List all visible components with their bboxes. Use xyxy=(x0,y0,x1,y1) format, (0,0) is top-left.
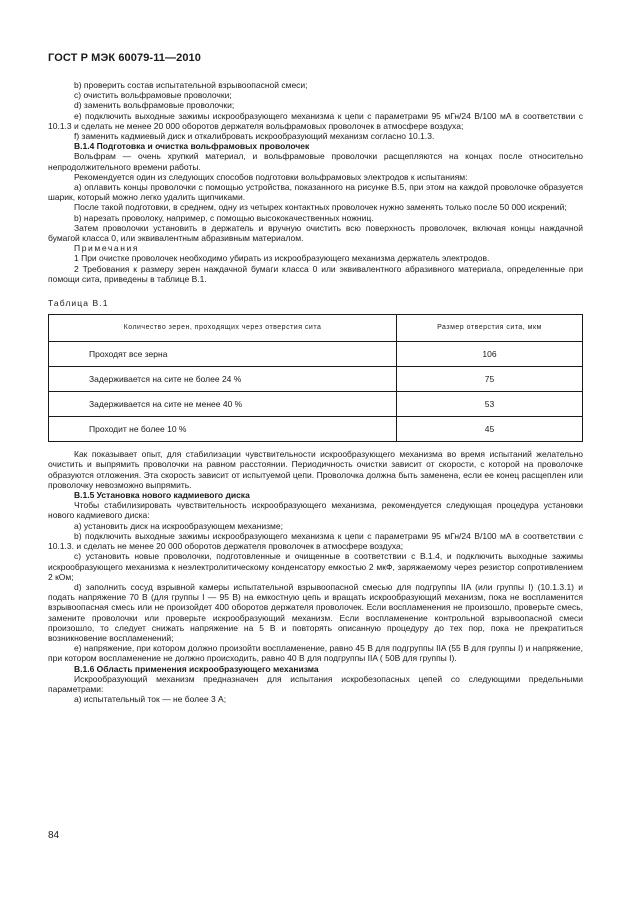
paragraph: Вольфрам — очень хрупкий материал, и вольфрамовые проволочки расщепляются на концах после относительно непродолжительного времени работы. xyxy=(48,151,583,172)
paragraph: Как показывает опыт, для стабилизации чувствительности искрообразующего механизма во время испытаний желательно очистить и выпрямить проволочки на равном расстоянии. Периодичность очистки зависит от скорости, с которой на проволочке образуются отложения. Эта скорость зависит от испытуемой цепи. Проволочка должна быть заменена, если ее конец расщеплен или проволочку невозможно выпрямить. xyxy=(48,449,583,490)
table-cell: 53 xyxy=(397,392,583,417)
page-number: 84 xyxy=(48,830,60,841)
table-cell: Задерживается на сите не более 24 % xyxy=(49,367,397,392)
paragraph: Рекомендуется один из следующих способов подготовки вольфрамовых электродов к испытаниям: xyxy=(74,171,468,182)
note: 2 Требования к размеру зерен наждачной бумаги класса 0 или эквивалентного абразивного материала, определенные при помощи сита, приведены в таблице B.1. xyxy=(48,263,583,284)
table-cell: Проходят все зерна xyxy=(49,342,397,367)
document-body xyxy=(48,80,583,704)
paragraph: После такой подготовки, в среднем, одну из четырех контактных проволочек нужно заменять только после 50 000 искрений; xyxy=(74,202,567,213)
paragraph: a) установить диск на искрообразующем механизме; xyxy=(74,520,283,531)
paragraph: b) подключить выходные зажимы искрообразующего механизма к цепи с параметрами 95 мГн/24 В/100 мА в соответствии с 10.1.3. и сделать не менее 20 000 оборотов держателя проволочек в атмосфере воздуха; xyxy=(48,530,583,552)
list-item: c) очистить вольфрамовые проволочки; xyxy=(74,90,232,101)
paragraph: a) оплавить концы проволочки с помощью устройства, показанного на рисунке B.5, при этом на каждой проволочке образуется шарик, который можно легко удалить щипчиками. xyxy=(48,182,583,203)
sieve-table xyxy=(48,314,583,442)
table-caption: Таблица B.1 xyxy=(48,298,109,309)
list-item: e) подключить выходные зажимы искрообразующего механизма к цепи с параметрами 95 мГн/24 В/100 мА в соответствии с 10.1.3 и сделать не менее 20 000 оборотов держателя вольфрамовых проволочек в атмосфере воздуха; xyxy=(48,110,583,131)
section-heading-b14: B.1.4 Подготовка и очистка вольфрамовых проволочек xyxy=(74,141,310,152)
paragraph: d) заполнить сосуд взрывной камеры испытательной взрывоопасной смесью для подгруппы IIA (или группы I) (10.1.3.1) и подать напряжение 70 В (для группы I — 95 В) на емкостную цепь и вращать искрообразующий механизм, пока не воспламенится взрывоопасная смесь или не произойдет 400 оборотов держателя проволочек. Если воспламенения не произошло, проверьте смесь, замените проволочки или проверьте искрообразующий механизм. Если воспламенение контрольной взрывоопасной смеси произошло, то следует снижать напряжение на 5 В и повторять описанную процедуру до тех пор, пока не прекратиться возникновение воспламенений; xyxy=(48,581,583,643)
list-item: f) заменить кадмиевый диск и откалибровать искрообразующий механизм согласно 10.1.3. xyxy=(74,131,435,142)
section-heading-b16: B.1.6 Область применения искрообразующего механизма xyxy=(74,663,319,674)
table-cell: 75 xyxy=(397,367,583,392)
section-heading-b15: B.1.5 Установка нового кадмиевого диска xyxy=(74,490,250,501)
column-header-grains: Количество зерен, проходящих через отверстия сита xyxy=(49,315,397,342)
standard-header: ГОСТ Р МЭК 60079-11—2010 xyxy=(48,52,201,64)
table-row xyxy=(49,342,583,367)
paragraph: a) испытательный ток — не более 3 А; xyxy=(74,694,227,705)
paragraph: c) установить новые проволочки, подготовленные и очищенные в соответствии с B.1.4, и подключить выходные зажимы искрообразующего механизма к неэлектролитическому конденсатору емкостью 2 мкФ, заряжаемому через резистор сопротивлением 2 кОм; xyxy=(48,551,583,582)
table-row xyxy=(49,392,583,417)
list-item: b) проверить состав испытательной взрывоопасной смеси; xyxy=(74,80,308,90)
table-header-row xyxy=(49,315,583,342)
paragraph: b) нарезать проволоку, например, с помощью высококачественных ножниц. xyxy=(74,212,374,223)
paragraph: Искрообразующий механизм предназначен для испытания искробезопасных цепей со следующими предельными параметрами: xyxy=(48,673,583,694)
table-cell: 45 xyxy=(397,417,583,442)
list-item: d) заменить вольфрамовые проволочки; xyxy=(74,100,235,111)
column-header-size: Размер отверстия сита, мкм xyxy=(397,315,583,342)
table-cell: Проходит не более 10 % xyxy=(49,417,397,442)
table-cell: Задерживается на сите не менее 40 % xyxy=(49,392,397,417)
note: 1 При очистке проволочек необходимо убирать из искрообразующего механизма держатель электродов. xyxy=(74,253,490,264)
paragraph: e) напряжение, при котором должно произойти воспламенение, равно 45 В для подгруппы IIA (55 В для группы I) и напряжение, при котором воспламенение не должно происходить, равно 40 В для подгруппы IIA ( 50В для группы I). xyxy=(48,643,583,664)
notes-title: Примечания xyxy=(74,243,140,254)
table-cell: 106 xyxy=(397,342,583,367)
paragraph: Затем проволочки установить в держатель и вручную очистить всю поверхность проволочек, включая концы наждачной бумагой класса 0, или эквивалентным абразивным материалом. xyxy=(48,222,583,244)
paragraph: Чтобы стабилизировать чувствительность искрообразующего механизма, рекомендуется следующая процедура установки нового кадмиевого диска: xyxy=(48,500,583,521)
table-row xyxy=(49,417,583,442)
table-row xyxy=(49,367,583,392)
